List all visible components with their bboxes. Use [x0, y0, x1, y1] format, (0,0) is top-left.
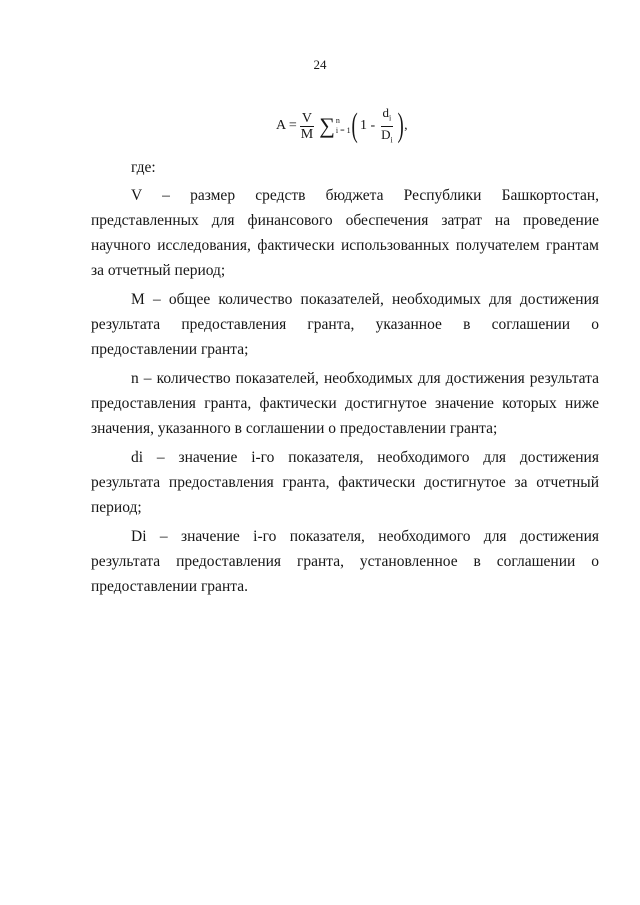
formula-lhs: A = — [276, 118, 297, 133]
sum-lower-limit: i = 1 — [335, 126, 351, 135]
definition-v: V – размер средств бюджета Республики Башкортостан, представленных для финансового обеспечения затрат на проведение научного исследования, фактически использованных получателем грантам за отчетный период; — [91, 187, 599, 279]
formula-one-minus: 1 - — [359, 118, 376, 133]
sum-symbol: ∑ — [319, 113, 335, 138]
inner-den-subscript: i — [390, 135, 393, 145]
sum-upper-limit: n — [335, 116, 340, 125]
where-label: где: — [131, 159, 156, 176]
formula-fraction-d-over-d — [379, 105, 395, 147]
inner-frac-numerator — [381, 105, 394, 127]
formula-fraction-v-over-m — [299, 111, 315, 142]
inner-num-subscript: i — [389, 113, 392, 123]
inner-den-letter: D — [381, 126, 391, 142]
definition-di-lower: di – значение i-го показателя, необходимого для достижения результата предоставления гранта, фактически достигнутое за отчетный период; — [91, 449, 599, 516]
definition-n: n – количество показателей, необходимых для достижения результата предоставления гранта, фактически достигнутое значение которых ниже значения, указанного в соглашении о предоставлении гранта; — [91, 370, 599, 437]
inner-num-letter: d — [382, 104, 390, 120]
definition-di-upper: Di – значение i-го показателя, необходимого для достижения результата предоставления гранта, установленное в соглашении о предоставлении гранта. — [91, 528, 599, 595]
formula-frac-denominator: M — [300, 126, 314, 142]
definitions-block — [91, 155, 599, 603]
formula-trailing-comma: , — [404, 118, 408, 133]
inner-frac-denominator — [379, 127, 395, 148]
formula-sum — [319, 115, 350, 137]
left-paren: ( — [351, 107, 358, 144]
page-number: 24 — [313, 57, 327, 72]
formula-frac-numerator: V — [301, 110, 313, 126]
definition-m: М – общее количество показателей, необходимых для достижения результата предоставления гранта, указанное в соглашении о предоставлении гранта; — [91, 291, 599, 358]
grant-formula — [276, 104, 408, 148]
right-paren: ) — [397, 107, 404, 144]
sum-limits — [336, 116, 351, 136]
